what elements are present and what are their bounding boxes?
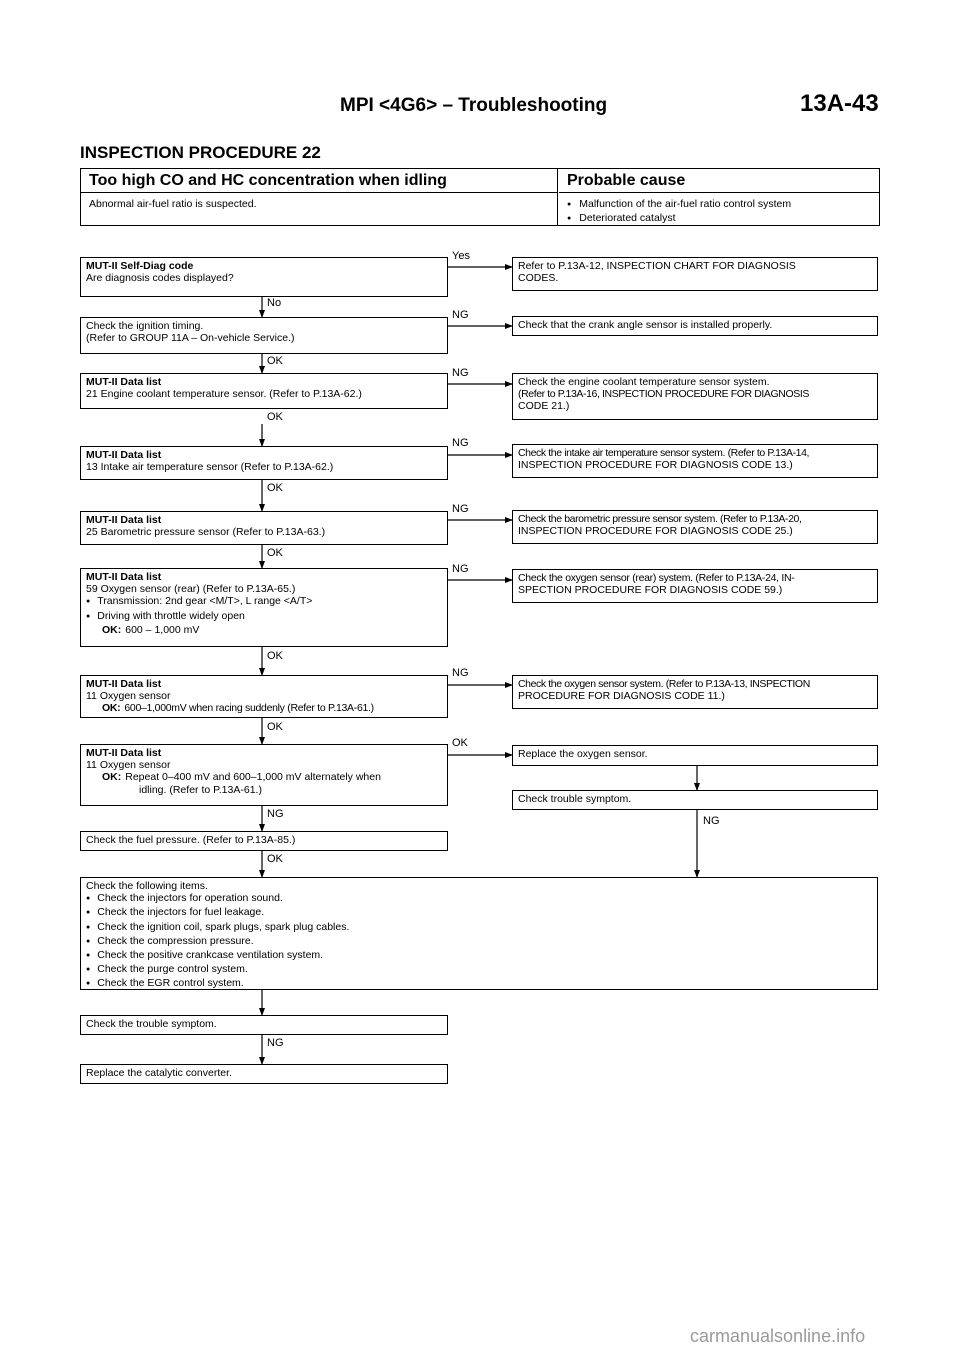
check-item: ● Check the purge control system. [86, 963, 872, 977]
result-intake-air-temp-sensor [512, 444, 878, 478]
step-title: MUT-II Self-Diag code [86, 260, 194, 272]
ok-label: OK: [102, 771, 122, 784]
step-data-list-13 [80, 446, 448, 480]
flow-label-ok: OK [267, 482, 283, 494]
branch-label-ok: OK [452, 737, 468, 749]
step-self-diag [80, 257, 448, 297]
result-crank-angle-sensor [512, 316, 878, 336]
branch-label-ng: NG [452, 309, 469, 321]
ok-criterion [86, 624, 442, 636]
step-data-list-25 [80, 511, 448, 545]
ok-criterion [86, 771, 442, 783]
result-text: Check the barometric pressure sensor system. (Refer to P.13A-20, [518, 513, 802, 525]
symptom-description: Abnormal air-fuel ratio is suspected. [89, 198, 257, 210]
result-text: CODE 21.) [518, 400, 570, 413]
ok-label: OK: [102, 702, 121, 715]
flow-label-ok: OK [267, 853, 283, 865]
step-title: MUT-II Data list [86, 514, 162, 526]
result-text: SPECTION PROCEDURE FOR DIAGNOSIS CODE 59.) [518, 584, 783, 597]
step-text: (Refer to GROUP 11A – On-vehicle Service.) [86, 332, 295, 345]
result-text: INSPECTION PROCEDURE FOR DIAGNOSIS CODE 13.) [518, 459, 793, 472]
branch-label-yes: Yes [452, 250, 470, 262]
step-title: MUT-II Data list [86, 376, 162, 388]
step-text: Check the trouble symptom. [86, 1018, 217, 1030]
step-data-list-11-idling [80, 744, 448, 806]
result-text: (Refer to P.13A-16, INSPECTION PROCEDURE FOR DIAGNOSIS [518, 388, 809, 401]
branch-label-ng: NG [452, 563, 469, 575]
flow-label-ng: NG [267, 808, 284, 820]
flow-label-ng: NG [703, 815, 720, 827]
result-text: Check the intake air temperature sensor system. (Refer to P.13A-14, [518, 447, 810, 459]
result-barometric-sensor [512, 510, 878, 544]
ok-value: Repeat 0–400 mV and 600–1,000 mV alternately when [125, 771, 381, 784]
result-text: Check that the crank angle sensor is installed properly. [518, 319, 773, 331]
ok-value: 600 – 1,000 mV [125, 623, 200, 636]
step-text: Are diagnosis codes displayed? [86, 272, 234, 285]
cause-heading: Probable cause [559, 169, 879, 193]
step-text: 21 Engine coolant temperature sensor. (Refer to P.13A-62.) [86, 388, 362, 401]
result-text: Check trouble symptom. [518, 793, 632, 805]
branch-label-ng: NG [452, 503, 469, 515]
result-text: Check the oxygen sensor (rear) system. (Refer to P.13A-24, IN- [518, 572, 795, 584]
flow-label-ok: OK [267, 355, 283, 367]
condition-item: ● Driving with throttle widely open [86, 610, 442, 624]
step-data-list-11-racing [80, 675, 448, 718]
step-ignition-timing [80, 317, 448, 354]
page-number: 13A-43 [800, 90, 879, 117]
result-text: Replace the oxygen sensor. [518, 748, 648, 760]
branch-label-ng: NG [452, 667, 469, 679]
result-text: Check the oxygen sensor system. (Refer to P.13A-13, INSPECTION [518, 678, 810, 690]
flow-label-ok: OK [267, 547, 283, 559]
result-coolant-temp-sensor [512, 373, 878, 420]
step-text: 11 Oxygen sensor [86, 690, 171, 703]
check-item: ● Check the positive crankcase ventilation system. [86, 949, 872, 963]
step-fuel-pressure [80, 831, 448, 851]
step-text: Check the fuel pressure. (Refer to P.13A-85.) [86, 834, 296, 846]
flow-label-no: No [267, 297, 282, 309]
step-title: MUT-II Data list [86, 571, 162, 583]
result-inspection-chart [512, 257, 878, 291]
cause-item: ● Malfunction of the air-fuel ratio control system [567, 198, 871, 212]
procedure-title: INSPECTION PROCEDURE 22 [80, 143, 321, 162]
result-replace-oxygen-sensor [512, 745, 878, 766]
step-trouble-symptom [80, 1015, 448, 1035]
result-text: PROCEDURE FOR DIAGNOSIS CODE 11.) [518, 690, 725, 703]
result-text: Check the engine coolant temperature sensor system. [518, 376, 770, 388]
step-text: 25 Barometric pressure sensor (Refer to P.13A-63.) [86, 526, 326, 539]
check-item: ● Check the injectors for fuel leakage. [86, 906, 872, 920]
step-text: 59 Oxygen sensor (rear) (Refer to P.13A-65.) [86, 583, 296, 596]
step-check-items [80, 877, 878, 990]
step-text: 13 Intake air temperature sensor (Refer to P.13A-62.) [86, 461, 334, 474]
check-item: ● Check the compression pressure. [86, 935, 872, 949]
watermark: carmanualsonline.info [690, 1326, 866, 1346]
flow-label-ok: OK [267, 650, 283, 662]
step-title: MUT-II Data list [86, 747, 162, 759]
step-text: Check the ignition timing. [86, 320, 204, 332]
cause-item: ● Deteriorated catalyst [567, 212, 871, 226]
ok-value-continued: idling. (Refer to P.13A-61.) [139, 783, 262, 796]
flow-label-ok: OK [267, 721, 283, 733]
result-text: INSPECTION PROCEDURE FOR DIAGNOSIS CODE 25.) [518, 525, 793, 538]
page-header-title: MPI <4G6> – Troubleshooting [340, 95, 608, 116]
check-item: ● Check the injectors for operation sound. [86, 892, 872, 906]
step-text: Check the following items. [86, 880, 208, 892]
branch-label-ng: NG [452, 367, 469, 379]
step-title: MUT-II Data list [86, 449, 162, 461]
check-item: ● Check the EGR control system. [86, 977, 872, 991]
result-check-trouble-symptom [512, 790, 878, 810]
step-text: 11 Oxygen sensor [86, 759, 171, 772]
flow-label-ok: OK [267, 411, 283, 423]
result-oxygen-sensor [512, 675, 878, 709]
symptom-heading: Too high CO and HC concentration when idling [81, 169, 557, 193]
step-title: MUT-II Data list [86, 678, 162, 690]
check-item: ● Check the ignition coil, spark plugs, spark plug cables. [86, 921, 872, 935]
ok-value: 600–1,000mV when racing suddenly (Refer to P.13A-61.) [124, 702, 374, 715]
flow-label-ng: NG [267, 1037, 284, 1049]
branch-label-ng: NG [452, 437, 469, 449]
ok-label: OK: [102, 623, 122, 636]
result-oxygen-sensor-rear [512, 569, 878, 603]
step-text: Replace the catalytic converter. [86, 1067, 232, 1079]
ok-criterion [86, 702, 442, 714]
result-text: CODES. [518, 272, 559, 285]
result-text: Refer to P.13A-12, INSPECTION CHART FOR DIAGNOSIS [518, 260, 796, 272]
step-data-list-21 [80, 373, 448, 409]
step-data-list-59 [80, 568, 448, 647]
step-replace-catalytic-converter [80, 1064, 448, 1084]
condition-item: ● Transmission: 2nd gear <M/T>, L range <A/T> [86, 595, 442, 609]
